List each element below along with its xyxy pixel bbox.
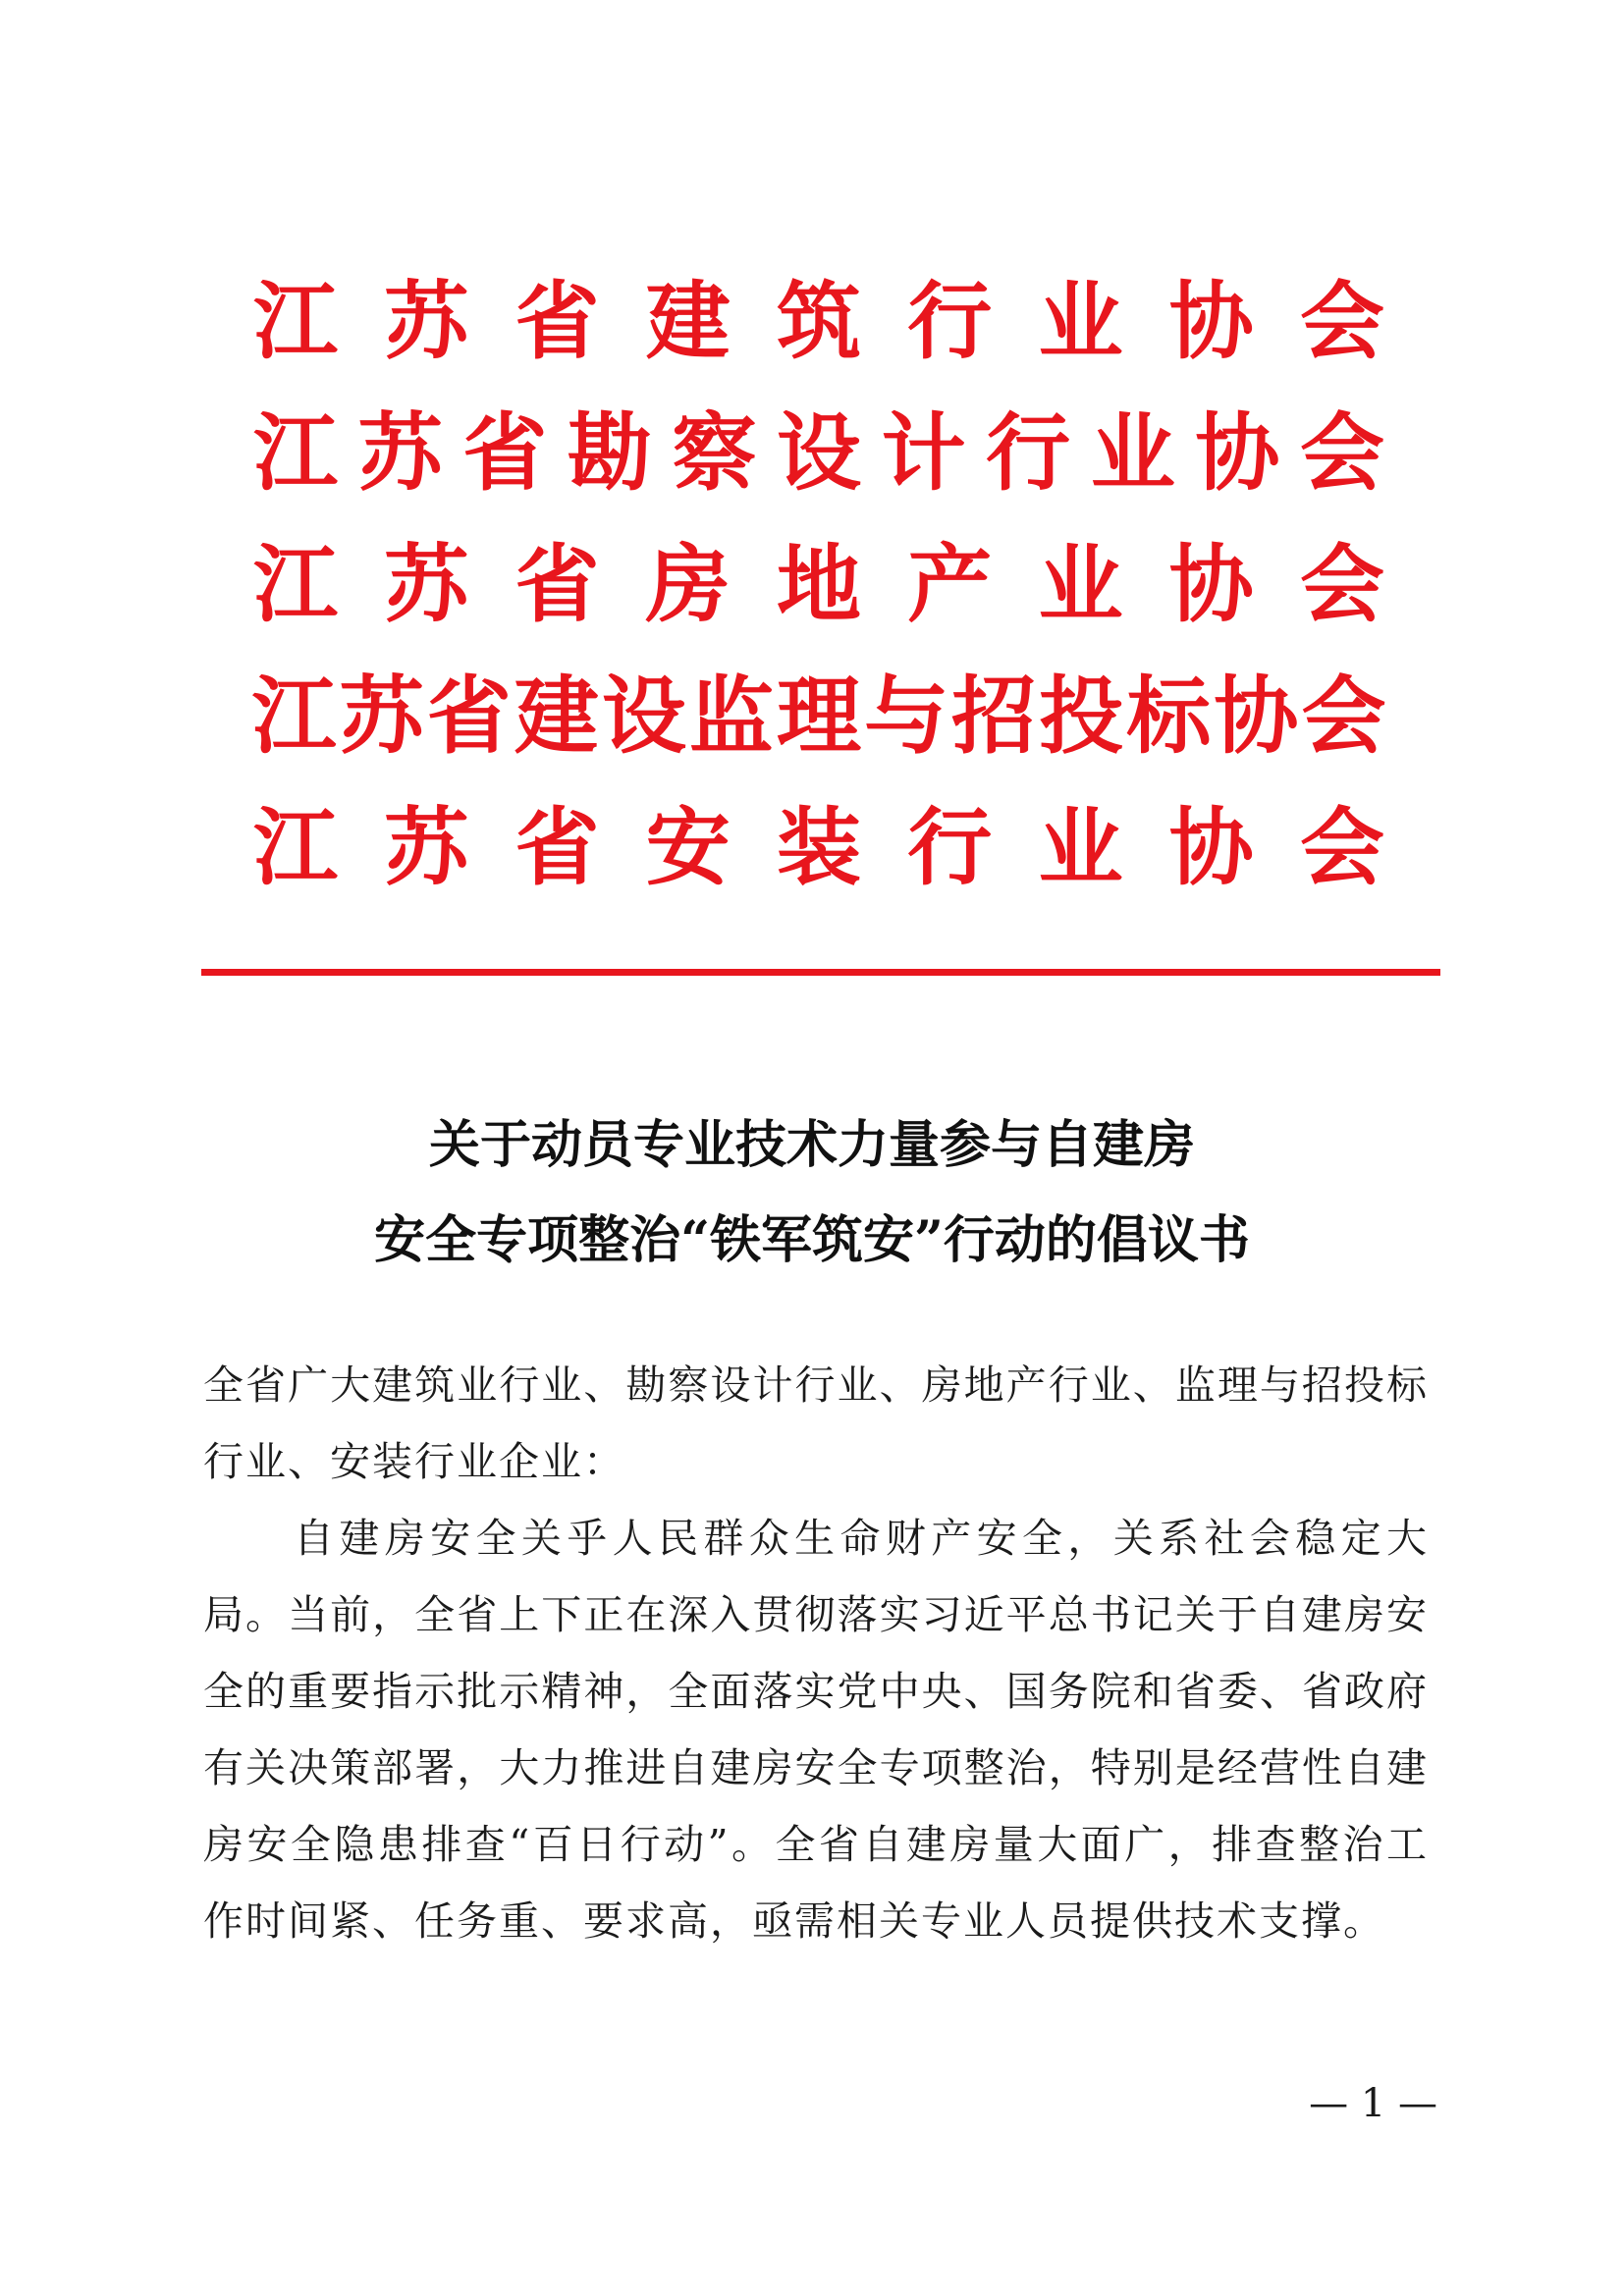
header-char: 安 — [645, 799, 731, 897]
header-char: 苏 — [339, 667, 424, 766]
header-char: 业 — [1038, 799, 1123, 897]
header-char: 苏 — [384, 799, 469, 897]
header-char: 勘 — [567, 404, 652, 503]
header-char: 省 — [514, 536, 600, 634]
header-char: 行 — [907, 273, 993, 371]
header-char: 装 — [777, 799, 861, 897]
header-char: 建 — [645, 273, 731, 371]
header-char: 省 — [514, 799, 600, 897]
header-char: 协 — [1195, 404, 1280, 503]
header-char: 协 — [1168, 536, 1254, 634]
header-char: 省 — [514, 273, 600, 371]
header-char: 行 — [986, 404, 1071, 503]
header-char: 建 — [514, 667, 599, 766]
red-divider-line — [201, 969, 1440, 976]
header-char: 协 — [1168, 799, 1254, 897]
header-line-1 — [250, 273, 1387, 371]
header-char: 招 — [951, 667, 1037, 766]
salutation: 全省广大建筑业行业、勘察设计行业、房地产行业、监理与招投标行业、安装行业企业： — [203, 1362, 1429, 1485]
header-char: 江 — [253, 273, 338, 371]
header-char: 房 — [645, 536, 731, 634]
header-char: 江 — [253, 404, 338, 503]
header-char: 业 — [1090, 404, 1175, 503]
header-char: 省 — [462, 404, 548, 503]
header-char: 监 — [688, 667, 774, 766]
header-char: 江 — [251, 667, 337, 766]
header-char: 业 — [1038, 273, 1123, 371]
header-char: 理 — [777, 667, 861, 766]
body-paragraph-1: 自建房安全关乎人民群众生命财产安全，关系社会稳定大局。当前，全省上下正在深入贯彻落实习近平总书记关于自建房安全的重要指示批示精神，全面落实党中央、国务院和省委、省政府有关决策部署，大力推进自建房安全专项整治，特别是经营性自建房安全隐患排查“百日行动”。全省自建房量大面广，排查整治工作时间紧、任务重、要求高，亟需相关专业人员提供技术支撑。 — [203, 1515, 1429, 1945]
header-line-2 — [250, 404, 1387, 503]
document-title — [0, 1097, 1624, 1288]
header-char: 标 — [1126, 667, 1212, 766]
header-char: 投 — [1039, 667, 1124, 766]
header-line-3 — [250, 536, 1387, 634]
header-char: 苏 — [357, 404, 443, 503]
document-body — [203, 1347, 1429, 1959]
page-number: — 1 — — [1309, 2081, 1437, 2126]
title-line-2: 安全专项整治“铁军筑安”行动的倡议书 — [374, 1210, 1250, 1270]
header-char: 设 — [601, 667, 686, 766]
header-char: 会 — [1300, 273, 1384, 371]
header-char: 协 — [1168, 273, 1254, 371]
header-char: 设 — [776, 404, 861, 503]
header-char: 产 — [907, 536, 993, 634]
header-char: 省 — [426, 667, 512, 766]
header-line-5 — [250, 799, 1387, 897]
header-char: 江 — [253, 536, 338, 634]
title-line-1: 关于动员专业技术力量参与自建房 — [428, 1115, 1195, 1175]
header-char: 业 — [1038, 536, 1123, 634]
header-char: 与 — [864, 667, 949, 766]
header-char: 地 — [777, 536, 861, 634]
issuer-header — [250, 273, 1387, 934]
header-char: 计 — [881, 404, 966, 503]
header-char: 会 — [1299, 404, 1384, 503]
header-char: 会 — [1300, 799, 1384, 897]
header-char: 筑 — [777, 273, 861, 371]
header-char: 察 — [672, 404, 757, 503]
header-char: 会 — [1300, 536, 1384, 634]
header-char: 会 — [1301, 667, 1386, 766]
header-char: 行 — [907, 799, 993, 897]
header-char: 协 — [1214, 667, 1299, 766]
header-char: 苏 — [384, 536, 469, 634]
header-char: 苏 — [384, 273, 469, 371]
header-line-4 — [250, 667, 1387, 766]
header-char: 江 — [253, 799, 338, 897]
